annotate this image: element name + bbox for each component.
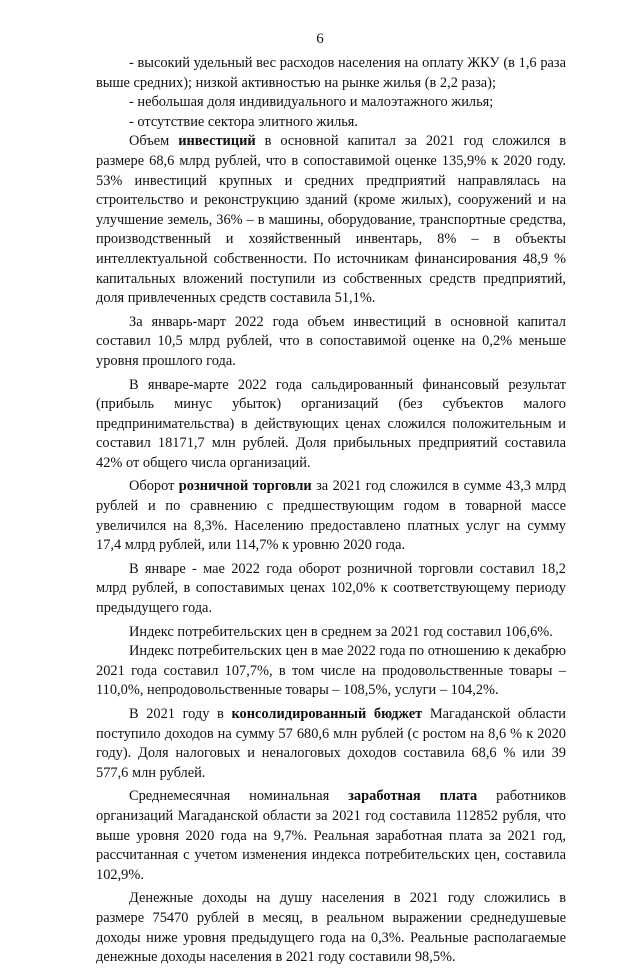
paragraph-financial-result: В январе-марте 2022 года сальдированный финансовый результат (прибыль минус убыток) организаций (без субъектов малого предпринимательства) в действующих ценах сложился положительным и составил 18171,7 млн рублей. Доля прибыльных предприятий составила 42% от общего числа организаций. [96, 376, 566, 471]
page-number: 6 [316, 31, 324, 47]
paragraph-retail-trade: Оборот розничной торговли за 2021 год сложился в сумме 43,3 млрд рублей и по сравнению с предшествующим годом в товарной массе увеличился на 8,3%. Населению предоставлено платных услуг на сумму 17,4 млрд рублей, или 114,7% к уровню 2020 года. [96, 478, 567, 554]
paragraph-incomes: Денежные доходы на душу населения в 2021 году сложились в размере 75470 рублей в месяц, в реальном выражении среднедушевые доходы ниже уровня предыдущего года на 0,3%. Реальные располагаемые денежные доходы населения в 2021 году составили 98,5%. [96, 890, 566, 966]
paragraph-retail-2022: В январе - мае 2022 года оборот розничной торговли составил 18,2 млрд рублей, в сопоставимых ценах 102,0% к соответствующему периоду предыдущего года. [96, 560, 566, 617]
paragraph-cpi-2022: Индекс потребительских цен в мае 2022 года по отношению к декабрю 2021 года составил 107,7%, в том числе на продовольственные товары – 110,0%, непродовольственные товары – 108,5%, услуги – 104,2%. [96, 643, 566, 699]
paragraph-investments: Объем инвестиций в основной капитал за 2021 год сложился в размере 68,6 млрд рублей, что в сопоставимой оценке 135,9% к 2020 году. 53% инвестиций крупных и средних предприятий направлялась на строительство и реконструкцию зданий (кроме жилых), сооружений и на улучшение земель, 36% – в машины, оборудование, транспортные средства, производственный и хозяйственный инвентарь, 8% – в объекты интеллектуальной собственности. По источникам финансирования 48,9 % капитальных вложений поступили из собственных средств предприятий, доля привлеченных средств составила 51,1%. [96, 133, 566, 307]
paragraph-investments-q1: За январь-март 2022 года объем инвестиций в основной капитал составил 10,5 млрд рублей, что в сопоставимой оценке на 0,2% меньше уровня прошлого года. [96, 313, 566, 369]
paragraph-elite-housing: - отсутствие сектора элитного жилья. [129, 113, 359, 130]
paragraph-consolidated-budget: В 2021 году в консолидированный бюджет Магаданской области поступило доходов на сумму 57 680,6 млн рублей (с ростом на 8,6 % к 2020 году). Доля налоговых и неналоговых доходов составила 68,6 % или 39 577,6 млн рублей. [96, 706, 566, 781]
paragraph-wages: Среднемесячная номинальная заработная плата работников организаций Магаданской области за 2021 год составила 112852 рубля, что выше уровня 2020 года на 9,7%. Реальная заработная плата за 2021 год, рассчитанная с учетом изменения индекса потребительских цен, составила 102,9%. [96, 788, 566, 883]
document-body [96, 54, 566, 968]
paragraph-individual-housing: - небольшая доля индивидуального и малоэтажного жилья; [129, 94, 494, 111]
paragraph-housing-costs: - высокий удельный вес расходов населения на оплату ЖКУ (в 1,6 раза выше средних); низкой активностью на рынке жилья (в 2,2 раза); [96, 55, 566, 91]
paragraph-cpi-2021: Индекс потребительских цен в среднем за 2021 год составил 106,6%. [129, 623, 553, 640]
